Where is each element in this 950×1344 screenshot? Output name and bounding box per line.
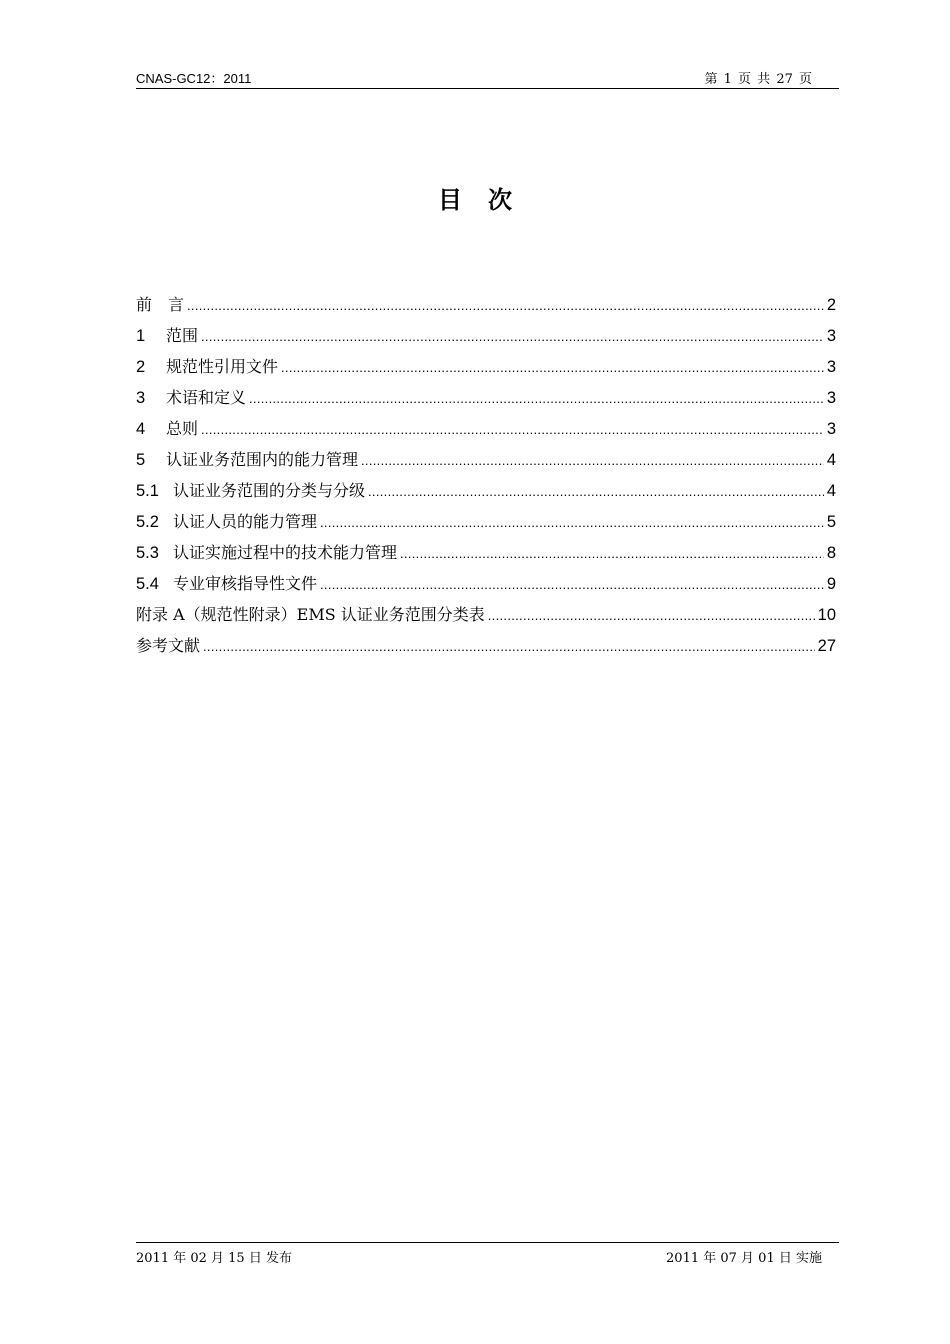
toc-entry-label: 附录 A（规范性附录）EMS 认证业务范围分类表 [136,605,485,624]
toc-entry-label: 规范性引用文件 [166,357,279,376]
toc-entry-number: 5.1 [136,482,159,500]
toc-entry-number: 5.3 [136,544,159,562]
toc-entry-foreword[interactable] [136,292,836,323]
issue-date: 2011 年 02 月 15 日 发布 [136,1251,292,1266]
toc-leader-dots [201,324,824,350]
toc-leader-dots [249,386,824,412]
toc-entry-technical-competence[interactable] [136,540,836,571]
table-of-contents [136,292,836,664]
toc-entry-number: 3 [136,389,146,407]
toc-entry-page: 27 [817,637,836,655]
toc-entry-page: 8 [826,544,836,562]
toc-entry-number: 2 [136,358,146,376]
toc-entry-label: 认证实施过程中的技术能力管理 [173,543,398,562]
toc-leader-dots [281,355,824,381]
toc-entry-number: 1 [136,327,146,345]
page-title: 目次 [438,185,538,214]
toc-leader-dots [201,417,824,443]
toc-entry-label: 前 言 [136,295,185,314]
toc-entry-number: 5.2 [136,513,159,531]
toc-entry-personnel-competence[interactable] [136,509,836,540]
toc-entry-label: 总则 [166,419,199,438]
toc-entry-page: 4 [826,482,836,500]
toc-entry-audit-guidance[interactable] [136,571,836,602]
toc-entry-number: 5 [136,451,146,469]
toc-leader-dots [361,448,824,474]
toc-entry-annex-a[interactable] [136,602,836,633]
toc-entry-label: 认证业务范围的分类与分级 [173,481,366,500]
toc-entry-label: 认证业务范围内的能力管理 [166,450,359,469]
toc-entry-page: 3 [826,358,836,376]
toc-entry-label: 术语和定义 [166,388,247,407]
footer-divider [136,1242,839,1243]
toc-entry-label: 范围 [166,326,199,345]
toc-entry-label: 认证人员的能力管理 [173,512,318,531]
toc-entry-number: 4 [136,420,146,438]
effective-date: 2011 年 07 月 01 日 实施 [666,1251,822,1266]
toc-leader-dots [368,479,824,505]
toc-entry-page: 3 [826,389,836,407]
document-id: CNAS-GC12：2011 [136,71,252,86]
toc-entry-general[interactable] [136,416,836,447]
toc-entry-label: 参考文献 [136,636,201,655]
toc-entry-scope[interactable] [136,323,836,354]
toc-entry-normative-references[interactable] [136,354,836,385]
toc-leader-dots [203,634,815,660]
toc-leader-dots [488,603,815,629]
toc-entry-page: 4 [826,451,836,469]
toc-leader-dots [320,510,824,536]
toc-entry-page: 10 [817,606,836,624]
toc-leader-dots [320,572,824,598]
toc-entry-page: 5 [826,513,836,531]
toc-entry-page: 9 [826,575,836,593]
header-divider [136,88,839,89]
toc-entry-page: 2 [826,296,836,314]
toc-leader-dots [187,293,824,319]
toc-entry-terms-definitions[interactable] [136,385,836,416]
toc-entry-bibliography[interactable] [136,633,836,664]
toc-entry-number: 5.4 [136,575,159,593]
toc-entry-competence-management[interactable] [136,447,836,478]
toc-entry-page: 3 [826,327,836,345]
page-number: 第 1 页 共 27 页 [704,72,812,87]
toc-leader-dots [400,541,824,567]
toc-entry-page: 3 [826,420,836,438]
toc-entry-label: 专业审核指导性文件 [173,574,318,593]
toc-entry-scope-classification[interactable] [136,478,836,509]
